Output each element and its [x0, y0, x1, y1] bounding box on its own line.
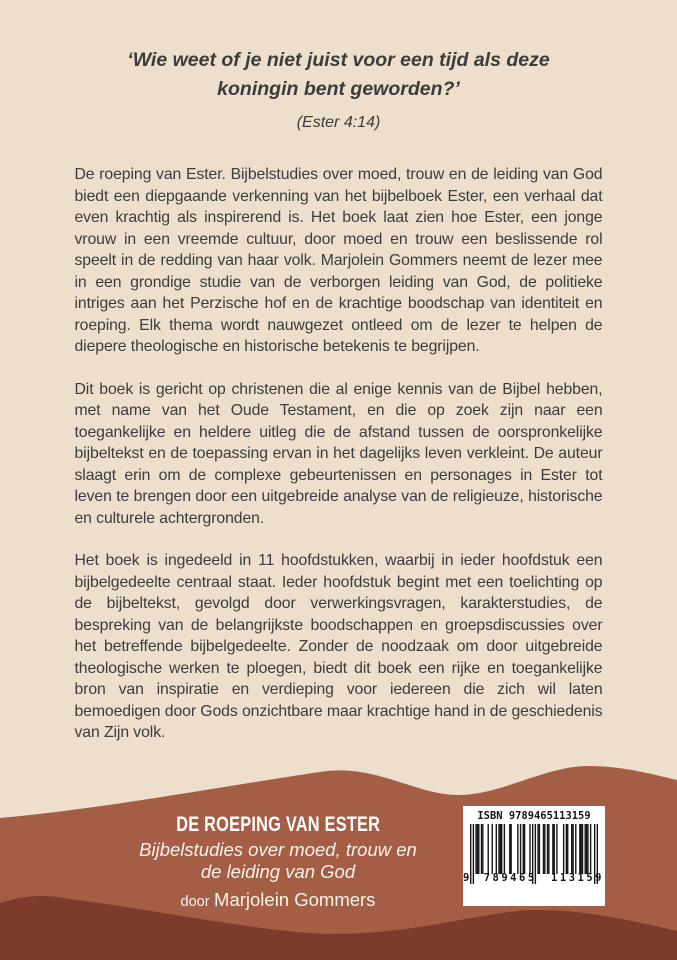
quote-section [0, 0, 677, 132]
barcode-isbn-label: ISBN 9789465113159 [477, 809, 591, 822]
barcode-digits [463, 872, 604, 884]
author-name: Marjolein Gommers [214, 889, 376, 910]
description-paragraph-1: De roeping van Ester. Bijbelstudies over moed, trouw en de leiding van God biedt een diepgaande verkenning van het bijbelboek Ester, een verhaal dat even krachtig als inspirerend is. Het boek laat zien hoe Ester, een jonge vrouw in een vreemde cultuur, door moed en trouw een beslissende rol speelt in de redding van haar volk. Marjolein Gommers neemt de lezer mee in een grondige studie van de verborgen leiding van God, de politieke intriges aan het Perzische hof en de krachtige boodschap van identiteit en roeping. Elk thema wordt nauwgezet ontleed om de lezer te helpen de diepere theologische en historische betekenis te begrijpen. [74, 166, 603, 355]
barcode-digit-group: 789465 [483, 872, 537, 884]
book-subtitle: Bijbelstudies over moed, trouw en de leiding van God [139, 839, 417, 882]
footer-content [88, 812, 468, 911]
byline-prefix: door [180, 894, 210, 910]
barcode-digit-group: 9 [463, 872, 470, 884]
barcode-digit-group: 113159 [551, 872, 604, 884]
barcode [463, 806, 605, 906]
quote-reference: (Ester 4:14) [296, 114, 381, 131]
book-byline [88, 889, 468, 911]
quote-text: ‘Wie weet of je niet juist voor een tijd als deze koningin bent geworden?’ [127, 49, 550, 100]
description-paragraph-2: Dit boek is gericht op christenen die al enige kennis van de Bijbel hebben, met name van het Oude Testament, en die op zoek zijn naar een toegankelijke en heldere uitleg die de afstand tussen de oorspronkelijke bijbeltekst en de toepassing ervan in het dagelijks leven verkleint. De auteur slaagt erin om de complexe gebeurtenissen en personages in Ester tot leven te brengen door een uitgebreide analyse van de religieuze, historische en culturele achtergronden. [74, 380, 603, 527]
book-description [75, 164, 603, 744]
book-title: DE ROEPING VAN ESTER [175, 812, 380, 836]
description-paragraph-3: Het boek is ingedeeld in 11 hoofdstukken, waarbij in ieder hoofdstuk een bijbelgedeelte centraal staat. Ieder hoofdstuk begint met een toelichting op de bijbeltekst, gevolgd door verwerkingsvragen, karakterstudies, de bespreking van de belangrijkste boodschappen en groepsdiscussies over het betreffende bijbelgedeelte. Zonder de noodzaak om door uitgebreide theologische werken te ploegen, biedt dit boek een rijke en toegankelijke bron van inspiratie en verdieping voor iedereen die zich wil laten bemoedigen door Gods onzichtbare maar krachtige hand in de geschiedenis van Zijn volk. [74, 552, 603, 741]
